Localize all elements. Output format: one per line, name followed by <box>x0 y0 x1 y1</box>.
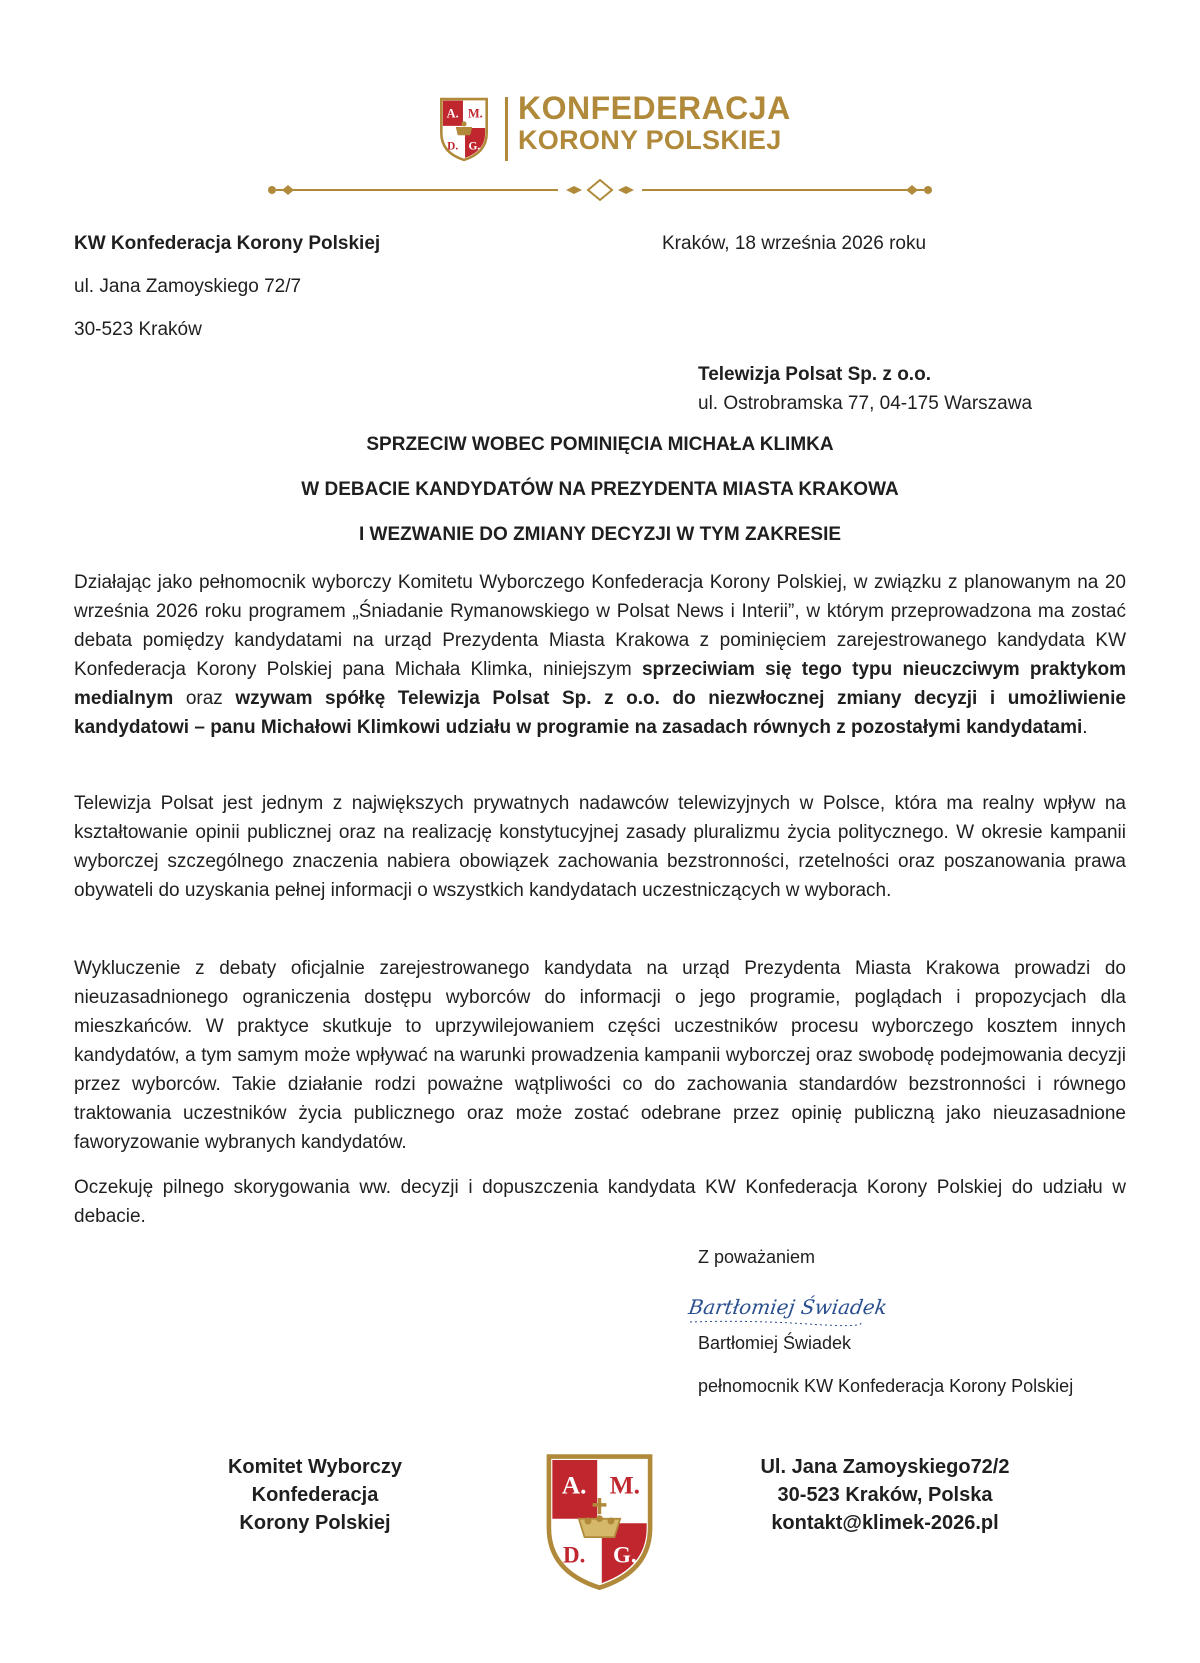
sender-address-line2: 30-523 Kraków <box>74 319 202 340</box>
footer-address-line2: 30-523 Kraków, Polska <box>777 1484 993 1506</box>
body-paragraph-2: Telewizja Polsat jest jednym z największych prywatnych nadawców telewizyjnych w Polsce, która ma realny wpływ na kształtowanie opinii publicznej oraz na realizację konstytucyjnej zasady pluralizmu życia politycznego. W okresie kampanii wyborczej szczególnego znaczenia nabiera obowiązek zachowania bezstronności, rzetelności oraz poszanowania prawa obywateli do uzyskania pełnej informacji o wszystkich kandydatach uczestniczących w wyborach. <box>74 793 1126 901</box>
svg-text:M.: M. <box>467 106 483 121</box>
svg-text:G.: G. <box>468 140 481 153</box>
signatory-name: Bartłomiej Świadek <box>698 1333 852 1353</box>
svg-text:G.: G. <box>612 1542 637 1568</box>
ornament-divider <box>266 178 934 202</box>
footer-left-line1: Komitet Wyborczy <box>227 1456 403 1478</box>
title-line1: SPRZECIW WOBEC POMINIĘCIA MICHAŁA KLIMKA <box>366 434 834 455</box>
title-line3: I WEZWANIE DO ZMIANY DECYZJI W TYM ZAKRESIE <box>358 524 842 545</box>
p1-text: Działając jako pełnomocnik wyborczy Komitetu Wyborczego Konfederacja Korony Polskiej, w związku z planowanym na 20 września 2026 roku programem „Śniadanie Rymanowskiego w Polsat News i Interii”, w którym przeprowadzona ma zostać debata pomiędzy kandydatami na urząd Prezydenta Miasta Krakowa z pominięciem zarejestrowanego kandydata KW Konfederacja Korony Polskiej pana Michała Klimka, niniejszym <box>74 572 1126 680</box>
coat-of-arms-logo <box>438 96 490 162</box>
signature-text: Bartłomiej Świadek <box>687 1295 889 1319</box>
body-paragraph-3: Wykluczenie z debaty oficjalnie zarejestrowanego kandydata na urząd Prezydenta Miasta Krakowa prowadzi do nieuzasadnionego ograniczenia dostępu wyborców do informacji o jego programie, poglądach i propozycjach dla mieszkańców. W praktyce skutkuje to uprzywilejowaniem części uczestników procesu wyborczego kosztem innych kandydatów, a tym samym może wpływać na warunki prowadzenia kampanii wyborczej oraz swobodę podejmowania decyzji przez wyborców. Takie działanie rodzi poważne wątpliwości co do zachowania standardów bezstronności i równego traktowania uczestników życia publicznego oraz może zostać odebrane przez opinię publiczną jako nieuzasadnione faworyzowanie wybranych kandydatów. <box>74 958 1126 1153</box>
p1-bold-demand: wzywam spółkę Telewizja Polsat Sp. z o.o. do niezwłocznej zmiany decyzji i umożliwienie kandydatowi – panu Michałowi Klimkowi udziału w programie na zasadach równych z pozostałymi kandydatami <box>74 688 1126 738</box>
letter-date: Kraków, 18 września 2026 roku <box>662 233 927 254</box>
recipient-block <box>698 360 1032 418</box>
recipient-address: ul. Ostrobramska 77, 04-175 Warszawa <box>698 393 1033 414</box>
svg-text:M.: M. <box>609 1471 640 1500</box>
body-paragraph-4: Oczekuję pilnego skorygowania ww. decyzji i dopuszczenia kandydata KW Konfederacja Korony Polskiej do udziału w debacie. <box>74 1177 1126 1227</box>
title-line2: W DEBACIE KANDYDATÓW NA PREZYDENTA MIASTA KRAKOWA <box>301 479 899 500</box>
footer-left-line2: Konfederacja <box>251 1484 379 1506</box>
brand-line2: KORONY POLSKIEJ <box>518 124 782 155</box>
handwritten-signature <box>687 1284 889 1330</box>
footer-left-line3: Korony Polskiej <box>239 1512 391 1534</box>
body-paragraph-1 <box>74 568 1126 742</box>
svg-text:A.: A. <box>446 106 459 121</box>
p1-bold-objection: sprzeciwiam się tego typu nieuczciwym praktykom medialnym <box>74 659 1126 709</box>
footer-committee <box>180 1453 450 1537</box>
p1-connector: oraz <box>173 688 236 709</box>
brand-line1: KONFEDERACJA <box>518 90 791 126</box>
recipient-name: Telewizja Polsat Sp. z o.o. <box>698 364 931 385</box>
logo-divider <box>505 97 508 161</box>
footer-email: kontakt@klimek-2026.pl <box>771 1512 999 1534</box>
closing-greeting: Z poważaniem <box>698 1247 816 1267</box>
signatory-role: pełnomocnik KW Konfederacja Korony Polskiej <box>698 1376 1074 1396</box>
svg-text:D.: D. <box>447 140 459 153</box>
p1-end: . <box>1082 717 1088 738</box>
sender-name: KW Konfederacja Korony Polskiej <box>74 233 381 254</box>
footer-contact <box>735 1453 1035 1537</box>
footer-coat-of-arms <box>542 1452 657 1590</box>
brand-wordmark <box>518 92 791 154</box>
footer-address-line1: Ul. Jana Zamoyskiego72/2 <box>760 1456 1010 1478</box>
svg-text:A.: A. <box>561 1471 587 1500</box>
sender-address-line1: ul. Jana Zamoyskiego 72/7 <box>74 276 302 297</box>
svg-text:D.: D. <box>563 1542 586 1568</box>
